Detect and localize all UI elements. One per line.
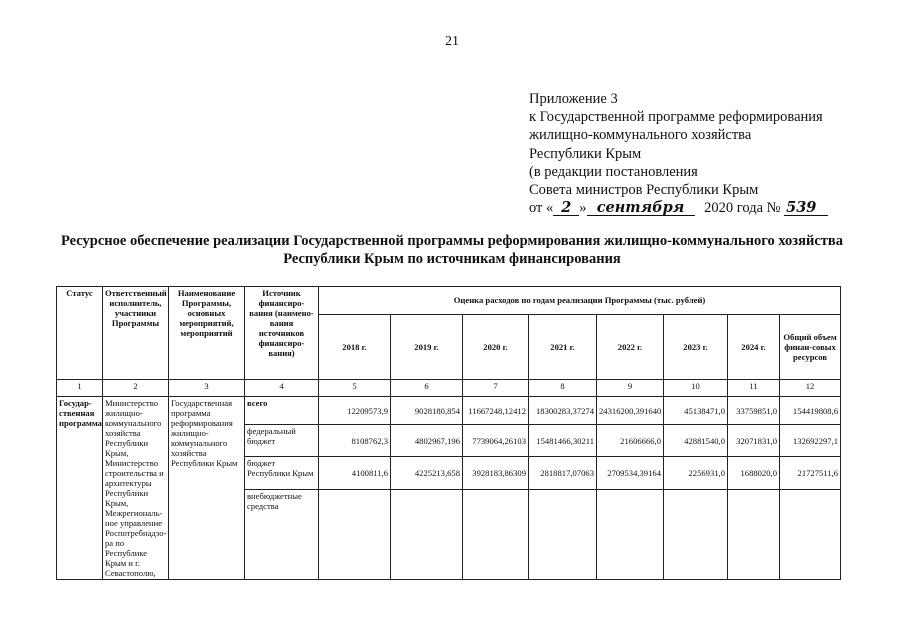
value-cell: 12209573,9	[319, 397, 391, 425]
handwritten-number: 539	[784, 201, 828, 216]
appendix-line-1: Приложение 3	[529, 91, 618, 107]
column-number: 6	[391, 380, 463, 397]
header-executor: Ответственный исполнитель, участники Программы	[103, 287, 169, 380]
column-number: 5	[319, 380, 391, 397]
date-year: 2020 года №	[704, 200, 781, 217]
appendix-line-6: Совета министров Республики Крым	[529, 182, 759, 199]
value-cell: 132692297,1	[780, 425, 841, 457]
value-cell	[597, 489, 664, 580]
appendix-date-line	[529, 199, 828, 217]
value-cell	[463, 489, 529, 580]
header-year-2023: 2023 г.	[664, 314, 728, 379]
value-cell: 45138471,0	[664, 397, 728, 425]
value-cell: 4802967,196	[391, 425, 463, 457]
column-number: 10	[664, 380, 728, 397]
header-source: Источник финансиро-вания (наимено-вания источников финансиро-вания)	[245, 287, 319, 380]
value-cell	[319, 489, 391, 580]
column-number: 4	[245, 380, 319, 397]
value-cell: 15481466,30211	[529, 425, 597, 457]
value-cell: 11667248,12412	[463, 397, 529, 425]
source-cell: бюджет Республики Крым	[245, 457, 319, 489]
source-cell: внебюджетные средства	[245, 489, 319, 580]
header-estimate: Оценка расходов по годам реализации Программы (тыс. рублей)	[319, 287, 841, 315]
header-total: Общий объем финан-совых ресурсов	[780, 314, 841, 379]
source-cell: федеральный бюджет	[245, 425, 319, 457]
column-numbers-row	[57, 380, 841, 397]
value-cell	[529, 489, 597, 580]
value-cell: 2256931,0	[664, 457, 728, 489]
header-status: Статус	[57, 287, 103, 380]
value-cell: 33759851,0	[728, 397, 780, 425]
header-year-2024: 2024 г.	[728, 314, 780, 379]
date-prefix: от «	[529, 200, 554, 217]
header-year-2018: 2018 г.	[319, 314, 391, 379]
column-number: 8	[529, 380, 597, 397]
value-cell: 154419808,6	[780, 397, 841, 425]
value-cell: 42881540,0	[664, 425, 728, 457]
value-cell: 8108762,3	[319, 425, 391, 457]
value-cell: 4225213,658	[391, 457, 463, 489]
date-mid: »	[579, 200, 587, 217]
header-year-2021: 2021 г.	[529, 314, 597, 379]
appendix-block	[529, 90, 828, 217]
value-cell: 4100811,6	[319, 457, 391, 489]
source-cell: всего	[245, 397, 319, 425]
value-cell: 2709534,39164	[597, 457, 664, 489]
value-cell: 32071831,0	[728, 425, 780, 457]
header-year-2022: 2022 г.	[597, 314, 664, 379]
header-year-2020: 2020 г.	[463, 314, 529, 379]
value-cell: 2818817,07063	[529, 457, 597, 489]
page-number: 21	[445, 34, 459, 49]
value-cell	[391, 489, 463, 580]
value-cell: 21606666,0	[597, 425, 664, 457]
appendix-line-3: жилищно-коммунального хозяйства	[529, 127, 752, 144]
value-cell: 3928183,86309	[463, 457, 529, 489]
header-year-2019: 2019 г.	[391, 314, 463, 379]
appendix-line-2: к Государственной программе реформирования	[529, 109, 823, 126]
value-cell	[728, 489, 780, 580]
appendix-line-4: Республики Крым	[529, 145, 642, 162]
value-cell: 18300283,37274	[529, 397, 597, 425]
value-cell: 21727511,6	[780, 457, 841, 489]
value-cell	[664, 489, 728, 580]
handwritten-day: 2	[553, 201, 579, 216]
table-row	[57, 397, 841, 425]
column-number: 12	[780, 380, 841, 397]
program-name-cell: Государственная программа реформирования жилищно-коммунального хозяйства Республики Крым	[169, 397, 245, 580]
handwritten-month: сентября	[587, 201, 695, 216]
value-cell: 9028180,854	[391, 397, 463, 425]
resource-table	[56, 286, 841, 580]
column-number: 1	[57, 380, 103, 397]
document-title: Ресурсное обеспечение реализации Государственной программы реформирования жилищно-коммунального хозяйства Республики Крым по источникам финансирования	[61, 233, 843, 267]
column-number: 7	[463, 380, 529, 397]
appendix-line-5: (в редакции постановления	[529, 163, 698, 180]
status-cell: Государ-ственная программа	[57, 397, 103, 580]
column-number: 2	[103, 380, 169, 397]
value-cell: 1688020,0	[728, 457, 780, 489]
value-cell: 24316200,391640	[597, 397, 664, 425]
column-number: 3	[169, 380, 245, 397]
header-program-name: Наименование Программы, основных мероприятий, мероприятий	[169, 287, 245, 380]
column-number: 9	[597, 380, 664, 397]
value-cell: 7739064,26103	[463, 425, 529, 457]
value-cell	[780, 489, 841, 580]
column-number: 11	[728, 380, 780, 397]
executor-cell: Министерство жилищно-коммунального хозяйства Республики Крым, Министерство строительства и архитектуры Республики Крым, Межрегиональ-ное управление Роспотребнадзо-ра по Республике Крым и г. Севастополю,	[103, 397, 169, 580]
